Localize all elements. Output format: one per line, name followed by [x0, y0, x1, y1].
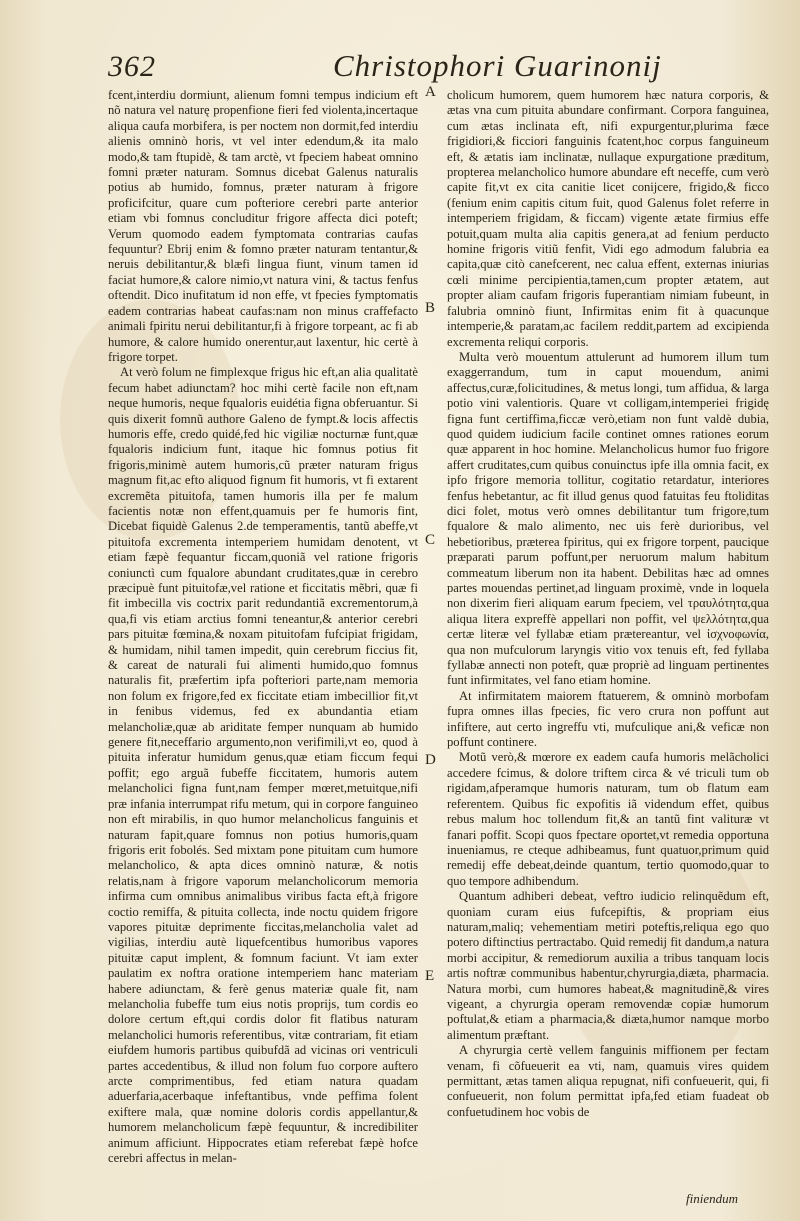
- page-number: 362: [108, 50, 156, 83]
- catchword: finiendum: [686, 1191, 738, 1206]
- right-paragraph-3: At infirmitatem maiorem ftatuerem, & omninò morbofam fupra omnes illas fpecies, fic vero crura non poffunt aut infiftere, aut certo ingreffu vti, mufculique ani,& veficæ non poffunt continere.: [447, 688, 769, 750]
- right-paragraph-2: Multa verò mouentum attulerunt ad humorem illum tum exaggerrandum, tum in caput mouendum, animi affectus,curæ,folicitudines, & metus longi, tum affidua, & larga potio vini valentioris. Quare vt colligam,intemperiei frigidę figna funt certiffima,ficcæ verò,etiam non funt valdè dubia, quod quidem iudicium facile continet omnes rationes eorum quæ apparent in hoc homine. Melancholicus humor fuo frigore affert cruditates,cum quibus conuinctus ipfe illa omnia facit, ex ipfo frigore memoria tollitur, cogitatio retardatur, interiores fenfus hebetantur, ac fit illud genus quod fatuitas feu ftoliditas dici folet, motus verò omnes debilitantur tum frigore,tum fqualore & malo alimento, nec uis ferè durioribus, vel hebetioribus, præterea fpiritus, qui ex frigore torpent, paucique præparati parum poffunt,per neruorum malum habitum commeatum liberum non ita habent. Debilitas hæc ad omnes partes mouendas pertinet,ad linguam proximè, vnde in loquela non dixerim fieri aliquam earum fpeciem, vel τραυλότητα,qua aliqua litera expreffè appellari non poffit, vel ψελλότητα,qua certæ literæ vel fyllabæ etiam prætereantur, vel ἰσχνοφωνία, qua non mufculorum laryngis vitio vox tenuis eft, fed fyllaba fyllabæ annecti non poteft, quæ propriè ad linguam pertinentes funt infirmitates, vel fano etiam homine.: [447, 349, 769, 688]
- margin-letter-a: A: [425, 84, 436, 100]
- margin-letter-c: C: [425, 532, 436, 548]
- right-paragraph-4: Motũ verò,& mœrore ex eadem caufa humoris melãcholici accedere fcimus, & dolore triftem circa & vé triculi tum ob rigidam,afperamque humoris naturam, tum ob flatum eam referentem. Quibus fic expofitis iã videndum effet, quibus rebus malum hoc tollendum fit,& an tantũ fint valituræ vt fanari poffit. Scopi quos fpectare oportet,vt remedia opportuna inueniamus, re cteque adhibeamus, funt quatuor,primum quid remedij effe debeat,deinde quantum, tertio quomodo,quar to quo tempore adhibendum.: [447, 750, 769, 888]
- margin-letter-e: E: [425, 968, 435, 984]
- left-paragraph-2: At verò folum ne fimplexque frigus hic eft,an alia qualitatè fecum habet adiunctam? hoc mihi certè facile non eft,nam neque humoris, neque fqualoris euidétia figna obferuantur. Si quis dixerit fomnũ authore Galeno de fympt.& locis affectis humoris effe, credo quidé,fed hic vigiliæ nocturnæ funt,quæ fqualoris indicium funt, itaque hic fomnus potius fit frigoris,minimè autem humoris,cũ præter naturam frigus magnum fit,ac efto aliquod fignum fit humoris, vt fi extarent excremẽta pituitofa, tamen humoris illa per fe malum facientis notæ non effent,quamuis per fe humoris fint, Dicebat fiquidè Galenus 2.de temperamentis, tantũ abeffe,vt pituitofa excrementa intemperiem humidam denotent, vt etiam fæpè fequantur ficcam,quoniã vel ratione frigoris coniunctì cum fqualore abundant cruditates,quæ in cerebro præcipuè funt pituitofæ,vel ratione et ficcitatis mẽbri, quæ fi fit imbecilla vis coctrix parit redundantiã excrementorum,à qua,fi vis etiam arctius fomni teneantur,& anterior cerebri pars pituitæ fœmina,& noxam pituitofam fufcipiat frigidam, & humidam, nihil tamen impedit, quin cerebrum ficcius fit, & careat de naturali fui alimenti humido,quo fomnus naturalis fit, præfertim ipfa pofteriori parte,nam memoria non folum ex frigore,fed ex ficcitate etiam imbecillior fit,vt in fenibus videmus, fed ex abundantia etiam melancholiæ,quæ ab ariditate femper nunquam ab humido genere fit,neceffario argumento,non verifimili,vt eo, quod à pituita inferatur humidum genus,quæ etiam ficcum fequi poffit; ego arguã fubeffe ficcitatem, humoris autem melancholici figna funt,nam femper mœret,metuitque,nifi præ infania interrumpat rifu metum, qui in corpore fanguineo non eft mirabilis, in quo humor melancholicus fanguinis et naturam fapit,quare fomnus non potius humoris,quam frigoris erit fobolés. Sed mixtam pone pituitam cum humore melancholico, & apta dices omninò naturæ, & notis relatis,nam à frigore vaporum melancholicorum memoria infirma cum omnibus animalibus viribus facta eft,à frigore coctio remiffa, & pituita collecta, inde noctu quidem frigore vapores pituitæ deprimente ficcitas,melancholia valet ad vigilias, interdiu autè liquefcentibus humoribus vapores pituitæ caput implent, & fomnum faciunt. Vt iam exter paulatim ex noftra oratione intemperiem hanc materiam habere adiunctam, & ferè genus materiæ quale fit, nam melancholia fubeffe tum eius notis proprijs, tum cordis eo dolore certum eft,qui cordis dolor fit flatibus naturam melancholici humoris referentibus, vitæ contrariam, fit etiam eiufdem humoris partibus quibufdã ad vicinas ori ventriculi partes accedentibus, & illud non folum fuo corpore auftero arcte comprimentibus, fed etiam natura quadam aduerfaria,acerbaque infeftantibus, vnde peffima folent exiftere mala, quæ nomine doloris cordis appellantur,& humorem melancholicum fæpè fequuntur, & incredibiliter animum afficiunt. Hippocrates etiam referebat fæpè hofce cerebri affectus in melan-: [108, 365, 418, 1166]
- running-head: Christophori Guarinonij: [333, 48, 662, 83]
- left-paragraph-1: fcent,interdiu dormiunt, alienum fomni tempus indicium eft nõ natura vel naturę propenfione fieri fed violenta,incertaque aliqua caufa morbifera, is per noctem non dormit,fed interdiu alienis omninò horis, vt vel inter edendum,& ita malo modo,& tam ftupidè, & tam arctè, vt fpeciem habeat omnino fomni præter naturam. Somnus dicebat Galenus naturalis potius ab humido, fomnus, præter naturam à frigore proficifcitur, quare cum pofteriore cerebri parte anterior etiam vbi fomnus concluditur frigore affecta dici poteft; Verum quomodo eadem fymptomata contrarias caufas fequuntur? Ebrij enim & fomno præter naturam tentantur,& neruis debilitantur,& blæfi lingua fiunt, vinum tamen id faciat humore,& calore nimio,vt natura vini, & tactus fenfus oftendit. Dico inufitatum id non effe, vt fpecies fymptomatis eadem contrarias habeat caufas:nam non minus craffefacto animali fpiritu nerui debilitantur,fi à frigore torpeant, ac fi ab humore, & calore humido onerentur,aut laxentur, hic certè à frigore torpet.: [108, 88, 418, 364]
- margin-letter-b: B: [425, 300, 436, 316]
- left-column: [108, 88, 418, 1166]
- right-paragraph-6: A chyrurgia certè vellem fanguinis miffionem per fectam venam, fi cõfueuerit ea vti, nam, quamuis vires quidem permittant, ætas tamen aliqua repugnat, nifi confueuerit, qui, fi confueuerit, non folum permittat ipfa,fed etiam fuadeat ob confuetudinem hoc vobis de: [447, 1043, 769, 1119]
- right-paragraph-5: Quantum adhiberi debeat, veftro iudicio relinquẽdum eft, quoniam curam eius fufcepiftis, & propriam eius naturam,maliq; vehementiam metiri poteftis,reliqua ego quo potero diftinctius pertractabo. Quid remedij fit dandum,a natura morbi accipitur, & remediorum auxilia a tribus tanquam locis artis noftræ communibus habentur,chyrurgia,diæta, pharmacia. Natura morbi, cum humores habeat,& magnitudinẽ,& vires vigeant, a chyrurgia operam removendæ copiæ humorum poftulat,& etiam a pharmacia,& diæta,humor namque morbo alimentum præftant.: [447, 889, 769, 1042]
- margin-letter-d: D: [425, 752, 436, 768]
- right-column: [447, 88, 769, 1120]
- page-header: [108, 42, 760, 90]
- right-paragraph-1: cholicum humorem, quem humorem hæc natura corporis, & ætas vna cum pituita abundare confirmant. Corpora fanguinea, cum ætas inclinata eft, nifi expurgentur,plurima fæce frigidiori,& ficciori fanguinis fcatent,hoc corpus fanguineum eft, & ætatis iam inclinatæ, nullaque expurgatione præditum, propterea melancholico humore abundare eft neceffe, cum verò capite fit,vt ex cita canitie licet conijcere, frigido,& ficco (fenium enim capitis citum fuit, quod Galenus folet referre in intemperiem frigidam, & ficcam) vigente ætate firmius effe potuit,quam multa alia capitis genera,at ad fenium perducto homine frigoris vitiũ fenfit, Vidi ego admodum falubria ea capita,quæ citò canefcerent, nec calua effent, externas iniurias cœli minime percipientia,tamen,cum propter ætatem, aut propter aliam caufam frigoris fuperantiam nimiam fubeunt, in falubria omninò fiunt, Infirmitas enim fit à quacunque intemperie,& paratam,ac facilem reddit,partem ad excipienda excrementa reliqui corporis.: [447, 88, 769, 349]
